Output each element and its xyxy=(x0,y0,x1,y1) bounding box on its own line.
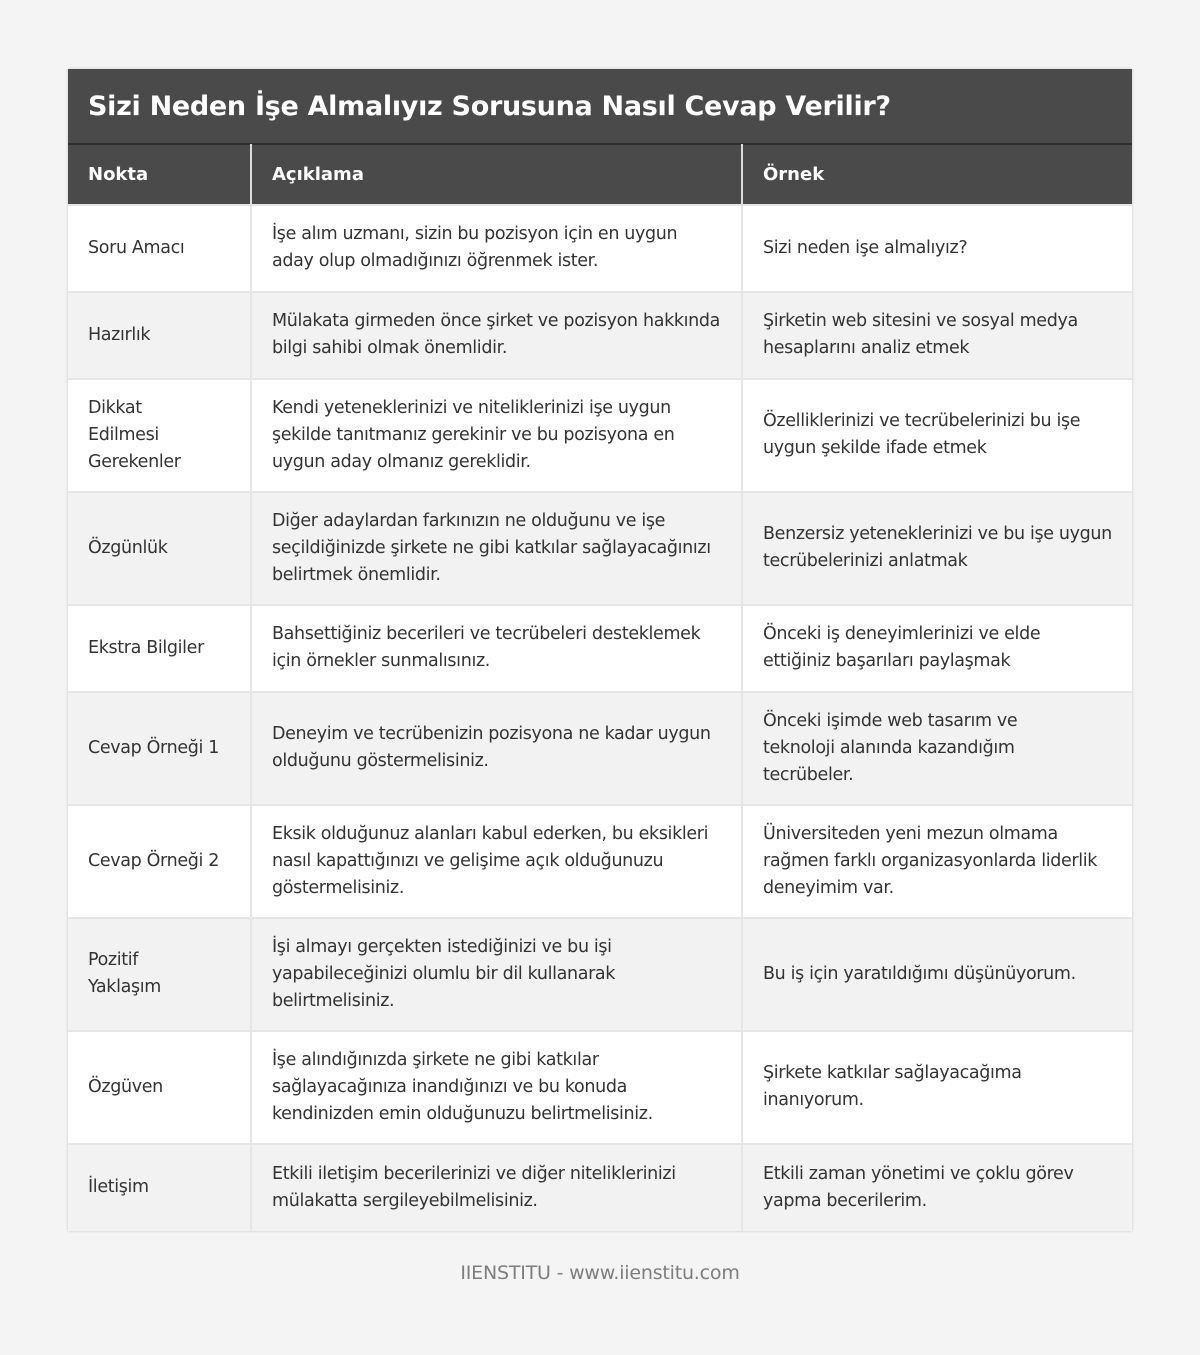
cell-aciklama: Kendi yeteneklerinizi ve niteliklerinizi işe uygun şekilde tanıtmanız gerekinir ve bu pozisyona en uygun aday olmanız gereklidir. xyxy=(251,379,742,492)
cell-nokta: Ekstra Bilgiler xyxy=(68,605,251,692)
cell-nokta: Soru Amacı xyxy=(68,205,251,292)
cell-aciklama: Etkili iletişim becerilerinizi ve diğer niteliklerinizi mülakatta sergileyebilmelisiniz. xyxy=(251,1144,742,1231)
cell-aciklama: İşe alındığınızda şirkete ne gibi katkılar sağlayacağınıza inandığınızı ve bu konuda kendinizden emin olduğunuzu belirtmelisiniz. xyxy=(251,1031,742,1144)
table-header-row xyxy=(68,145,1132,205)
cell-ornek: Etkili zaman yönetimi ve çoklu görev yapma becerilerim. xyxy=(742,1144,1132,1231)
cell-ornek: Benzersiz yeteneklerinizi ve bu işe uygun tecrübelerinizi anlatmak xyxy=(742,492,1132,605)
cell-aciklama: İşe alım uzmanı, sizin bu pozisyon için en uygun aday olup olmadığınızı öğrenmek ister. xyxy=(251,205,742,292)
cell-aciklama: Deneyim ve tecrübenizin pozisyona ne kadar uygun olduğunu göstermelisiniz. xyxy=(251,692,742,805)
table-row xyxy=(68,918,1132,1031)
cell-nokta: Hazırlık xyxy=(68,292,251,379)
cell-ornek: Sizi neden işe almalıyız? xyxy=(742,205,1132,292)
cell-ornek: Şirkete katkılar sağlayacağıma inanıyorum. xyxy=(742,1031,1132,1144)
cell-ornek: Şirketin web sitesini ve sosyal medya hesaplarını analiz etmek xyxy=(742,292,1132,379)
cell-nokta: İletişim xyxy=(68,1144,251,1231)
page-title: Sizi Neden İşe Almalıyız Sorusuna Nasıl Cevap Verilir? xyxy=(88,90,891,122)
column-header-ornek: Örnek xyxy=(742,145,1132,205)
cell-aciklama: Bahsettiğiniz becerileri ve tecrübeleri desteklemek için örnekler sunmalısınız. xyxy=(251,605,742,692)
cell-nokta: Özgüven xyxy=(68,1031,251,1144)
cell-ornek: Önceki iş deneyimlerinizi ve elde ettiğiniz başarıları paylaşmak xyxy=(742,605,1132,692)
column-header-aciklama: Açıklama xyxy=(251,145,742,205)
table-row xyxy=(68,805,1132,918)
table-row xyxy=(68,292,1132,379)
cell-nokta: Cevap Örneği 1 xyxy=(68,692,251,805)
title-bar xyxy=(68,69,1132,144)
table-row xyxy=(68,1031,1132,1144)
footer-credit: IIENSTITU - www.iienstitu.com xyxy=(460,1262,740,1284)
cell-nokta: Pozitif Yaklaşım xyxy=(68,918,251,1031)
cell-aciklama: İşi almayı gerçekten istediğinizi ve bu işi yapabileceğinizi olumlu bir dil kullanarak belirtmelisiniz. xyxy=(251,918,742,1031)
table-row xyxy=(68,605,1132,692)
cell-ornek: Özelliklerinizi ve tecrübelerinizi bu işe uygun şekilde ifade etmek xyxy=(742,379,1132,492)
cell-ornek: Bu iş için yaratıldığımı düşünüyorum. xyxy=(742,918,1132,1031)
cell-ornek: Önceki işimde web tasarım ve teknoloji alanında kazandığım tecrübeler. xyxy=(742,692,1132,805)
table-row xyxy=(68,492,1132,605)
cell-nokta: Cevap Örneği 2 xyxy=(68,805,251,918)
table-row xyxy=(68,1144,1132,1231)
table-row xyxy=(68,692,1132,805)
cell-aciklama: Diğer adaylardan farkınızın ne olduğunu ve işe seçildiğinizde şirkete ne gibi katkılar sağlayacağınızı belirtmek önemlidir. xyxy=(251,492,742,605)
cell-nokta: Dikkat Edilmesi Gerekenler xyxy=(68,379,251,492)
cell-aciklama: Mülakata girmeden önce şirket ve pozisyon hakkında bilgi sahibi olmak önemlidir. xyxy=(251,292,742,379)
cell-ornek: Üniversiteden yeni mezun olmama rağmen farklı organizasyonlarda liderlik deneyimim var. xyxy=(742,805,1132,918)
info-table xyxy=(68,144,1132,1231)
table-row xyxy=(68,205,1132,292)
info-table-card xyxy=(68,69,1132,1231)
table-row xyxy=(68,379,1132,492)
cell-nokta: Özgünlük xyxy=(68,492,251,605)
column-header-nokta: Nokta xyxy=(68,145,251,205)
cell-aciklama: Eksik olduğunuz alanları kabul ederken, bu eksikleri nasıl kapattığınızı ve gelişime açık olduğunuzu göstermelisiniz. xyxy=(251,805,742,918)
